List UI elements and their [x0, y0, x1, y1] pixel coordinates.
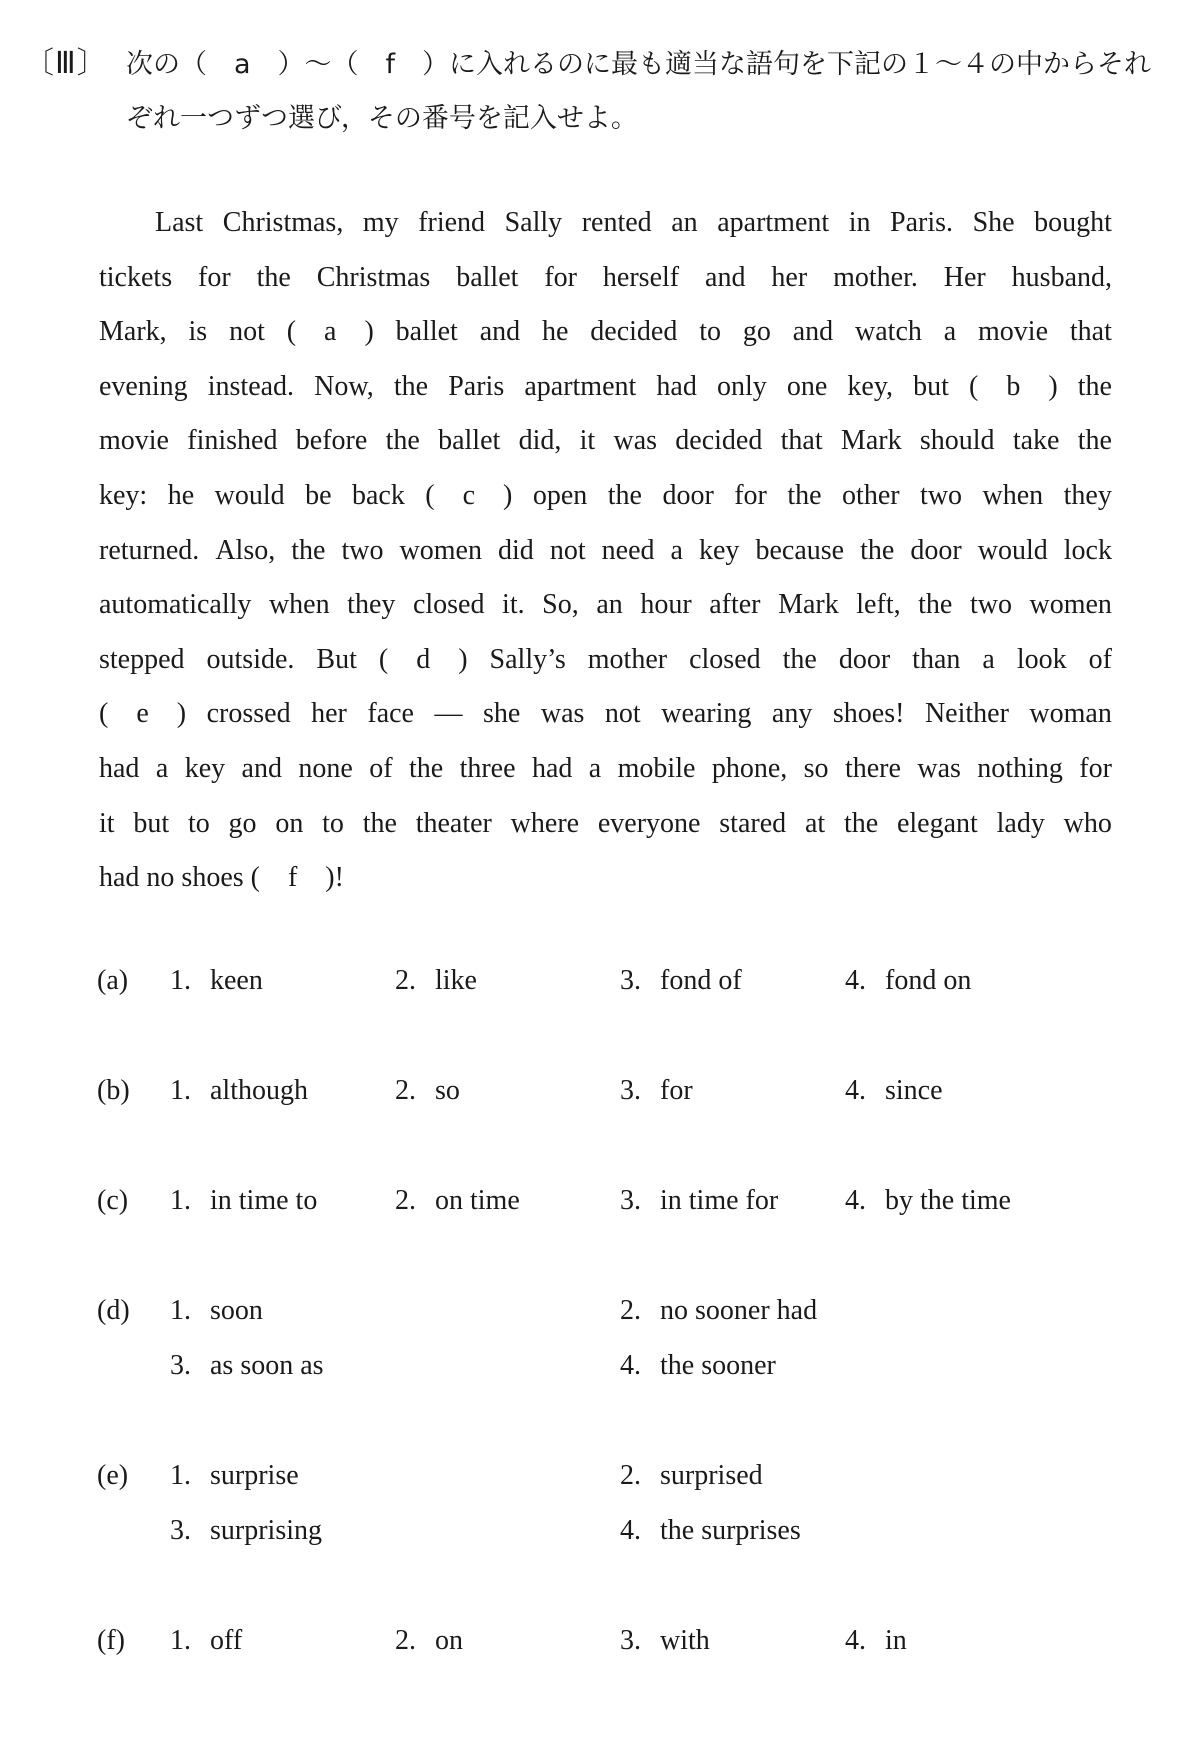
passage-word: had [531, 752, 573, 784]
passage-word: women [1029, 589, 1112, 621]
option-number: 2. [620, 1295, 641, 1326]
passage-word: did, [518, 425, 562, 457]
option-text: surprise [210, 1460, 299, 1491]
passage-word: to [322, 807, 344, 839]
answer-option[interactable] [170, 1625, 242, 1657]
option-text: in time to [210, 1185, 318, 1216]
passage-word: who [1063, 807, 1112, 839]
option-text: surprised [660, 1460, 763, 1491]
question-label: (c) [97, 1185, 129, 1216]
question-item [97, 1460, 1147, 1560]
answer-option[interactable] [395, 1075, 460, 1107]
passage-word: for [544, 261, 577, 293]
passage-word: three [459, 752, 516, 784]
passage-word: Also, [215, 534, 276, 566]
passage-word: had [99, 752, 140, 784]
passage-word: Sally [504, 207, 563, 238]
option-text: fond on [885, 965, 972, 996]
question-item [97, 1295, 1147, 1395]
passage-word: he [167, 479, 195, 511]
passage-word: had [656, 370, 697, 402]
passage-word: theater [415, 807, 492, 839]
passage-word: on [275, 807, 304, 839]
answer-option[interactable] [620, 1515, 801, 1547]
passage-word: instead. [207, 370, 295, 402]
option-text: in time for [660, 1185, 779, 1216]
passage-word: only [716, 370, 767, 402]
passage-word: look [1016, 643, 1067, 675]
answer-option[interactable] [620, 1185, 778, 1217]
question-label: (a) [97, 965, 129, 996]
answer-option[interactable] [170, 1515, 322, 1547]
passage-word: her [311, 698, 347, 730]
passage-word: not [549, 534, 586, 566]
option-text: off [210, 1625, 243, 1656]
answer-option[interactable] [845, 965, 971, 997]
passage-word: the [256, 261, 291, 293]
passage-word: the [385, 425, 420, 457]
passage-word: at [804, 807, 826, 839]
option-text: like [435, 965, 477, 996]
passage-word: automatically [99, 589, 252, 621]
option-number: 3. [170, 1350, 191, 1381]
passage-word: closed [689, 643, 761, 675]
passage-word: for [1079, 752, 1112, 784]
passage-word: it. [502, 589, 525, 621]
passage-word: everyone [597, 807, 701, 839]
passage-word: the [408, 752, 444, 784]
passage-word: a [670, 534, 683, 566]
passage-word: apartment [717, 207, 830, 238]
passage-word: door [662, 479, 714, 511]
passage-word: the [918, 589, 953, 621]
option-text: on time [435, 1185, 520, 1216]
passage-word: Paris [448, 370, 505, 402]
option-text: for [660, 1075, 693, 1106]
passage-word: that [780, 425, 823, 457]
option-text: the surprises [660, 1515, 801, 1546]
option-number: 3. [170, 1515, 191, 1546]
passage-word: Christmas [316, 261, 431, 293]
passage-word: her [771, 261, 808, 293]
passage-word: should [919, 425, 995, 457]
passage-word: crossed [206, 698, 291, 730]
option-number: 1. [170, 1295, 191, 1326]
option-number: 1. [170, 965, 191, 996]
passage-word: was [917, 752, 961, 784]
option-text: although [210, 1075, 308, 1106]
passage-word: they [1063, 479, 1112, 511]
passage-word: face [367, 698, 414, 730]
passage-line [99, 687, 1112, 742]
answer-option[interactable] [845, 1625, 907, 1657]
passage-line [99, 360, 1112, 415]
passage-word: door [838, 643, 891, 675]
passage-word: Her [943, 261, 986, 293]
question-label: (d) [97, 1295, 130, 1326]
passage-word: and [705, 261, 746, 293]
passage-word: the [607, 479, 642, 511]
option-text: surprising [210, 1515, 322, 1546]
option-number: 2. [395, 1075, 416, 1106]
passage-word: that [1069, 316, 1112, 348]
answer-option[interactable] [620, 1075, 693, 1107]
passage-word: they [347, 589, 396, 621]
passage-word: when [982, 479, 1044, 511]
passage-word: returned. [99, 534, 200, 566]
passage-word: left, [856, 589, 901, 621]
passage-word: any [771, 698, 813, 730]
passage-word: ( c ) [425, 479, 513, 511]
option-text: so [435, 1075, 460, 1106]
passage-word: phone, [711, 752, 788, 784]
passage-word: ballet [456, 261, 519, 293]
passage-word: and [792, 316, 834, 348]
option-number: 3. [620, 965, 641, 996]
passage-word: closed [412, 589, 485, 621]
answer-option[interactable] [845, 1075, 943, 1107]
passage-word: Neither [924, 698, 1009, 730]
passage-word: my [362, 207, 399, 238]
passage-word: decided [675, 425, 763, 457]
passage-word: to [187, 807, 210, 839]
option-number: 2. [395, 1625, 416, 1656]
passage-word: he [542, 316, 569, 348]
option-text: in [885, 1625, 907, 1656]
option-number: 4. [620, 1350, 641, 1381]
passage-line [99, 742, 1112, 797]
passage-word: was [613, 425, 658, 457]
passage-word: hour [640, 589, 692, 621]
answer-option[interactable] [395, 965, 477, 997]
passage-word: door [910, 534, 962, 566]
passage-word: the [362, 807, 397, 839]
answer-option[interactable] [395, 1625, 463, 1657]
passage-word: in [848, 207, 871, 238]
passage-word: two [920, 479, 963, 511]
answer-option[interactable] [620, 1460, 763, 1492]
passage-word: stepped [99, 643, 185, 675]
passage-word: one [786, 370, 828, 402]
passage-word: key: [99, 479, 148, 511]
passage-word: a [588, 752, 602, 784]
passage-word: an [671, 207, 698, 238]
answer-option[interactable] [620, 965, 742, 997]
option-text: fond of [660, 965, 742, 996]
option-text: the sooner [660, 1350, 776, 1381]
passage-word: two [341, 534, 384, 566]
passage-word: But [316, 643, 357, 675]
passage-word: not [229, 316, 265, 348]
passage-word: movie [99, 425, 169, 457]
passage-word: outside. [206, 643, 295, 675]
passage-word: elegant [896, 807, 978, 839]
passage-word: the [291, 534, 326, 566]
passage-word: herself [602, 261, 680, 293]
passage-word: of [369, 752, 393, 784]
passage-word: Paris. [890, 207, 954, 238]
passage-word: it [99, 807, 115, 839]
passage-word: for [734, 479, 767, 511]
passage-line [99, 578, 1112, 633]
passage-word: go [228, 807, 257, 839]
option-text: no sooner had [660, 1295, 818, 1326]
passage-word: movie [978, 316, 1049, 348]
passage-word: a [982, 643, 995, 675]
passage-word: Mark, [99, 316, 167, 348]
passage-word: it [579, 425, 596, 457]
passage-word: to [699, 316, 721, 348]
passage-word: there [844, 752, 901, 784]
passage-word: nothing [977, 752, 1063, 784]
passage-word: not [604, 698, 641, 730]
passage-word: ballet [438, 425, 501, 457]
answer-option[interactable] [170, 1350, 324, 1382]
passage-word: key [184, 752, 226, 784]
passage-line [99, 414, 1112, 469]
answer-option[interactable] [170, 965, 263, 997]
answer-option[interactable] [170, 1295, 263, 1327]
answer-option[interactable] [395, 1185, 520, 1217]
passage-word: key [699, 534, 740, 566]
passage-word: where [510, 807, 580, 839]
option-text: as soon as [210, 1350, 324, 1381]
passage-word: stared [719, 807, 787, 839]
question-item [97, 1185, 1147, 1285]
option-text: by the time [885, 1185, 1011, 1216]
passage-word: rented [581, 207, 652, 238]
option-text: with [660, 1625, 710, 1656]
passage-word: for [198, 261, 231, 293]
passage-word: — [434, 698, 463, 730]
passage-word: but [133, 807, 170, 839]
passage-word: mother. [833, 261, 918, 293]
reading-passage [99, 196, 1112, 906]
passage-word: woman [1029, 698, 1112, 730]
passage-word: was [540, 698, 585, 730]
passage-word: She [972, 207, 1015, 238]
option-number: 1. [170, 1075, 191, 1106]
passage-word: the [787, 479, 822, 511]
option-text: keen [210, 965, 263, 996]
question-label: (f) [97, 1625, 125, 1656]
passage-word: Mark [840, 425, 902, 457]
option-number: 3. [620, 1075, 641, 1106]
question-label: (b) [97, 1075, 130, 1106]
passage-line [99, 196, 1112, 251]
passage-word: ( a ) [286, 316, 374, 348]
passage-word: shoes! [832, 698, 905, 730]
passage-word: a [943, 316, 957, 348]
option-number: 4. [845, 1075, 866, 1106]
passage-word: back [351, 479, 405, 511]
option-number: 2. [620, 1460, 641, 1491]
option-number: 4. [620, 1515, 641, 1546]
question-item [97, 965, 1147, 1065]
passage-word: a [155, 752, 169, 784]
option-number: 4. [845, 965, 866, 996]
question-item [97, 1625, 1147, 1725]
option-number: 4. [845, 1625, 866, 1656]
answer-option[interactable] [845, 1185, 1011, 1217]
passage-word: so [803, 752, 829, 784]
passage-word: had no shoes ( f )! [99, 862, 344, 894]
passage-word: of [1088, 643, 1112, 675]
answer-option[interactable] [620, 1295, 817, 1327]
option-number: 1. [170, 1185, 191, 1216]
question-item [97, 1075, 1147, 1175]
passage-word: the [782, 643, 817, 675]
passage-word: take [1012, 425, 1060, 457]
passage-word: mobile [617, 752, 696, 784]
passage-word: mother [587, 643, 668, 675]
passage-word: two [969, 589, 1012, 621]
answer-option[interactable] [620, 1350, 776, 1382]
instructions: 次の（ a ）〜（ f ）に入れるのに最も適当な語句を下記の１〜４の中からそれぞれ一つずつ選び，その番号を記入せよ。 [126, 49, 1152, 134]
option-text: soon [210, 1295, 263, 1326]
passage-word: key, [847, 370, 893, 402]
passage-word: women [399, 534, 482, 566]
passage-word: evening [99, 370, 188, 402]
passage-word: none [298, 752, 353, 784]
passage-word: tickets [99, 261, 173, 293]
passage-word: is [188, 316, 208, 348]
option-number: 3. [620, 1185, 641, 1216]
passage-word: watch [855, 316, 922, 348]
question-number: 〔Ⅲ〕 [24, 46, 108, 81]
option-number: 1. [170, 1460, 191, 1491]
passage-word: the [1077, 370, 1112, 402]
passage-line [99, 469, 1112, 524]
passage-word: the [1077, 425, 1112, 457]
passage-word: she [483, 698, 521, 730]
option-text: on [435, 1625, 463, 1656]
passage-word: Now, [314, 370, 374, 402]
passage-word: an [596, 589, 623, 621]
option-number: 2. [395, 1185, 416, 1216]
passage-line [99, 524, 1112, 579]
answer-option[interactable] [170, 1460, 299, 1492]
passage-word: would [214, 479, 285, 511]
passage-word: go [742, 316, 771, 348]
question-label: (e) [97, 1460, 129, 1491]
option-number: 1. [170, 1625, 191, 1656]
passage-word: the [860, 534, 895, 566]
passage-line [99, 305, 1112, 360]
passage-word: Sally’s [489, 643, 566, 675]
passage-word: Last [155, 207, 204, 238]
passage-word: be [305, 479, 332, 511]
passage-word: the [843, 807, 879, 839]
answer-option[interactable] [620, 1625, 710, 1657]
passage-word: but [913, 370, 949, 402]
passage-word: wearing [661, 698, 752, 730]
passage-word: So, [542, 589, 579, 621]
passage-word: because [755, 534, 845, 566]
passage-word: after [709, 589, 761, 621]
passage-word: bought [1034, 207, 1112, 238]
passage-word: apartment [524, 370, 637, 402]
passage-word: lady [996, 807, 1045, 839]
passage-word: ( b ) [969, 370, 1058, 402]
passage-word: need [601, 534, 655, 566]
passage-word: friend [418, 207, 486, 238]
option-number: 2. [395, 965, 416, 996]
passage-line [99, 797, 1112, 852]
passage-word: decided [590, 316, 678, 348]
passage-word: ballet [395, 316, 458, 348]
passage-word: did [498, 534, 534, 566]
passage-word: lock [1063, 534, 1112, 566]
passage-line [99, 633, 1112, 688]
passage-word: other [842, 479, 900, 511]
passage-word: husband, [1011, 261, 1112, 293]
option-number: 4. [845, 1185, 866, 1216]
passage-word: and [241, 752, 282, 784]
passage-word: than [912, 643, 961, 675]
answer-option[interactable] [170, 1075, 308, 1107]
passage-word: finished [187, 425, 278, 457]
passage-word: ( d ) [378, 643, 468, 675]
passage-word: the [393, 370, 429, 402]
passage-word: Mark [778, 589, 839, 621]
passage-word: before [295, 425, 368, 457]
answer-option[interactable] [170, 1185, 317, 1217]
passage-word: Christmas, [222, 207, 344, 238]
passage-line [99, 851, 1112, 906]
passage-line [99, 251, 1112, 306]
passage-word: and [479, 316, 521, 348]
option-text: since [885, 1075, 943, 1106]
passage-word: would [977, 534, 1048, 566]
passage-word: ( e ) [99, 698, 187, 730]
passage-word: open [532, 479, 588, 511]
option-number: 3. [620, 1625, 641, 1656]
passage-word: when [268, 589, 330, 621]
